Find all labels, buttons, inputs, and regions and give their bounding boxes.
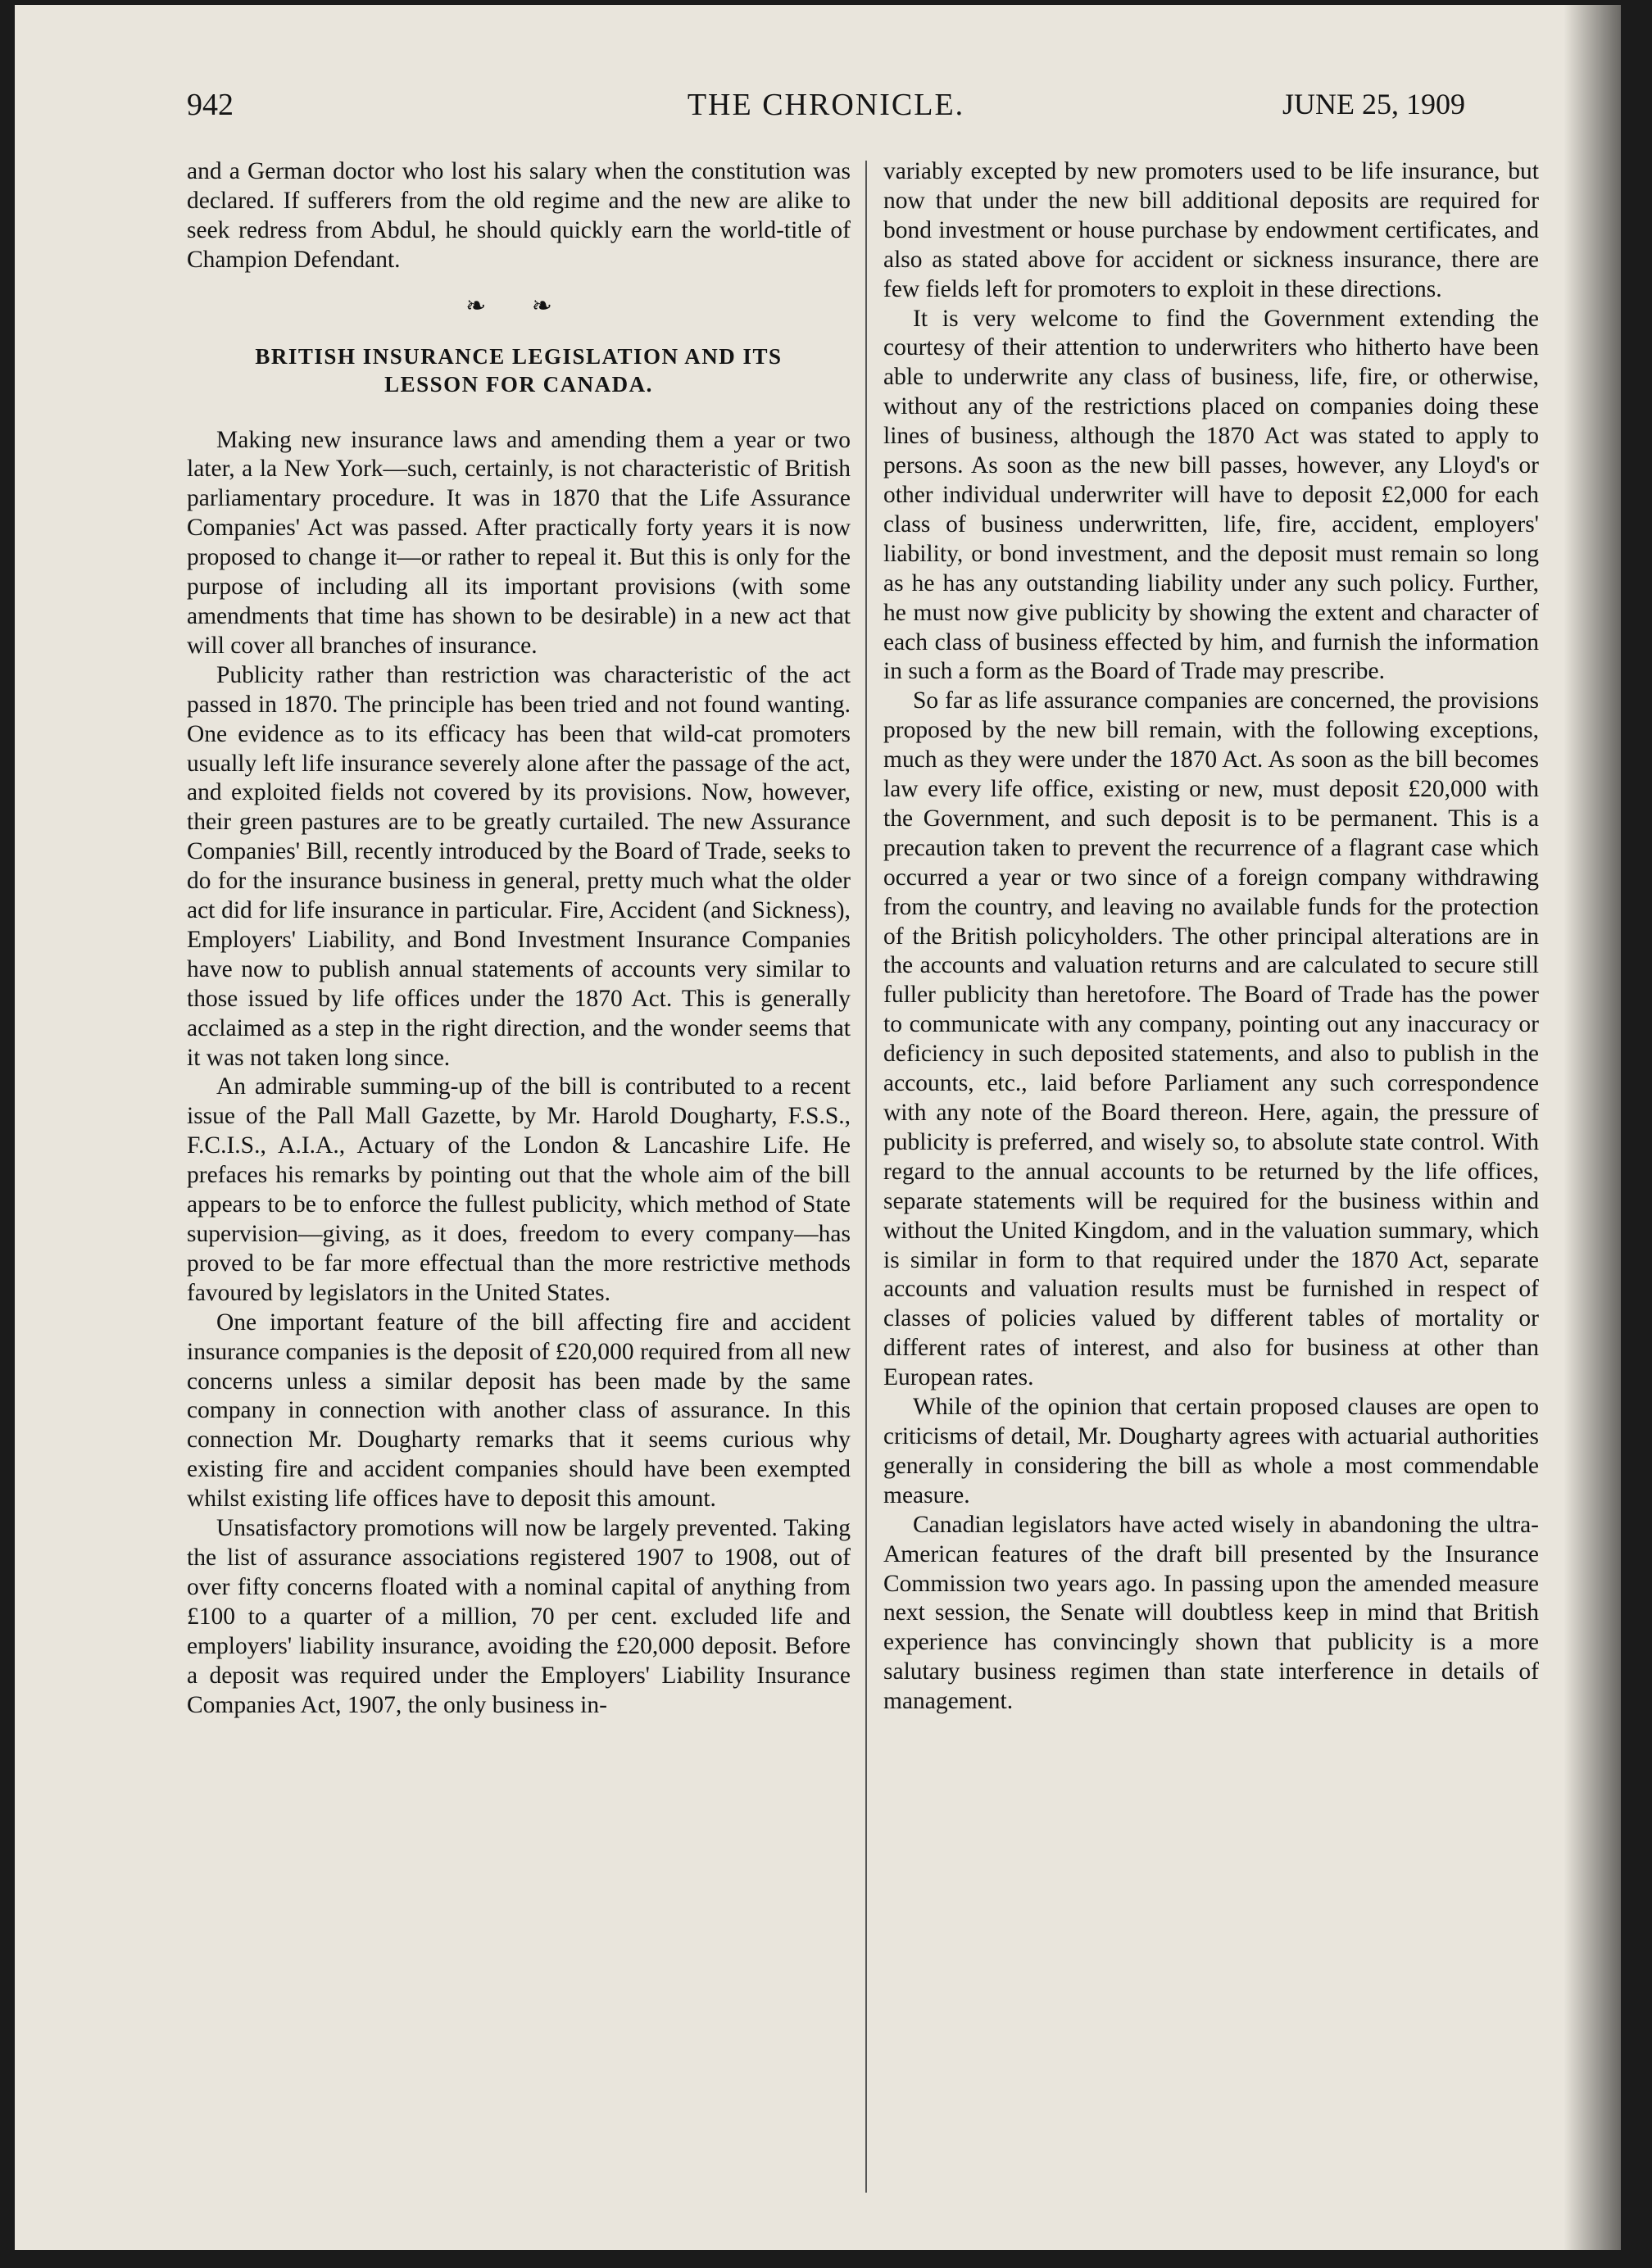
- article-paragraph: An admirable summing-up of the bill is contributed to a recent issue of the Pall Mall Gazette, by Mr. Harold Dougharty, F.S.S., F.C.I.S., A.I.A., Actuary of the London & Lancashire Life. He prefaces his remarks by pointing out that the whole aim of the bill appears to be to enforce the fullest publicity, which method of State supervision—giving, as it does, freedom to every company—has proved to be far more effectual than the more restrictive methods favoured by legislators in the United States.: [187, 1073, 851, 1306]
- article-paragraph: Making new insurance laws and amending them a year or two later, a la New York—such, certainly, is not characteristic of British parliamentary procedure. It was in 1870 that the Life Assurance Companies' Act was passed. After practically forty years it is now proposed to change it—or rather to repeal it. But this is only for the purpose of including all its important provisions (with some amendments that time has shown to be desirable) in a new act that will cover all branches of insurance.: [187, 426, 851, 659]
- article-paragraph: So far as life assurance companies are concerned, the provisions proposed by the new bill remain, with the following exceptions, much as they were under the 1870 Act. As soon as the bill becomes law every life office, existing or new, must deposit £20,000 with the Government, and such deposit is to be permanent. This is a precaution taken to prevent the recurrence of a flagrant case which occurred a year or two since of a foreign company withdrawing from the country, and leaving no available funds for the protection of the British policyholders. The other principal alterations are in the accounts and valuation returns and are calculated to secure still fuller publicity than heretofore. The Board of Trade has the power to communicate with any company, pointing out any inaccuracy or deficiency in such deposited statements, and also to publish in the accounts, etc., laid before Parliament any such correspondence with any note of the Board thereon. Here, again, the pressure of publicity is preferred, and wisely so, to absolute state control. With regard to the annual accounts to be returned by the life offices, separate statements will be required for the business within and without the United Kingdom, and in the valuation summary, which is similar in form to that required under the 1870 Act, separate accounts and valuation results must be furnished in respect of classes of policies valued by different tables of mortality or different rates of interest, and also for business at other than European rates.: [883, 687, 1539, 1391]
- article-paragraph: Unsatisfactory promotions will now be largely prevented. Taking the list of assurance associations registered 1907 to 1908, out of over fifty concerns floated with a nominal capital of anything from £100 to a quarter of a million, 70 per cent. excluded life and employers' liability insurance, avoiding the £20,000 deposit. Before a deposit was required under the Employers' Liability Insurance Companies Act, 1907, the only business in-: [187, 1515, 851, 1718]
- page-edge-shadow: [1564, 5, 1621, 2250]
- article-title: [203, 342, 834, 398]
- article-title-line: BRITISH INSURANCE LEGISLATION AND ITS: [255, 343, 783, 369]
- issue-date: JUNE 25, 1909: [1282, 88, 1465, 120]
- continued-paragraph: and a German doctor who lost his salary when the constitution was declared. If sufferers from the old regime and the new are alike to seek redress from Abdul, he should quickly earn the world-title of Champion Defendant.: [187, 158, 851, 273]
- article-paragraph: Canadian legislators have acted wisely in abandoning the ultra-American features of the draft bill presented by the Insurance Commission two years ago. In passing upon the amended measure next session, the Senate will doubtless keep in mind that British experience has convincingly shown that publicity is a more salutary business regimen than state interference in details of management.: [883, 1511, 1539, 1715]
- masthead-title: THE CHRONICLE.: [687, 88, 965, 122]
- continued-paragraph: variably excepted by new promoters used to be life insurance, but now that under the new bill additional deposits are required for bond investment or house purchase by endowment certificates, and also as stated above for accident or sickness insurance, there are few fields left for promoters to exploit in these directions.: [883, 158, 1539, 302]
- page-header: [187, 87, 1465, 136]
- left-column: [187, 157, 851, 2198]
- section-ornament: ❧ ❧: [465, 292, 572, 320]
- article-title-line: LESSON FOR CANADA.: [384, 371, 653, 397]
- page-number: 942: [187, 88, 234, 122]
- newspaper-page: [15, 5, 1621, 2250]
- article-paragraph: While of the opinion that certain proposed clauses are open to criticisms of detail, Mr. Dougharty agrees with actuarial authorities generally in considering the bill as whole a most commendable measure.: [883, 1394, 1539, 1508]
- article-paragraph: It is very welcome to find the Government extending the courtesy of their attention to underwriters who hitherto have been able to underwrite any class of business, life, fire, or otherwise, without any of the restrictions placed on companies doing these lines of business, although the 1870 Act was stated to apply to persons. As soon as the new bill passes, however, any Lloyd's or other individual underwriter will have to deposit £2,000 for each class of business underwritten, life, fire, accident, employers' liability, or bond investment, and the deposit must remain so long as he has any outstanding liability under any such policy. Further, he must now give publicity by showing the extent and character of each class of business effected by him, and furnish the information in such a form as the Board of Trade may prescribe.: [883, 305, 1539, 685]
- article-paragraph: One important feature of the bill affecting fire and accident insurance companies is the deposit of £20,000 required from all new concerns unless a similar deposit has been made by the same company in connection with another class of assurance. In this connection Mr. Dougharty remarks that it seems curious why existing fire and accident companies should have been exempted whilst existing life offices have to deposit this amount.: [187, 1309, 851, 1513]
- column-divider: [865, 161, 867, 2193]
- article-paragraph: Publicity rather than restriction was characteristic of the act passed in 1870. The principle has been tried and not found wanting. One evidence as to its efficacy has been that wild-cat promoters usually left life insurance severely alone after the passage of the act, and exploited fields not covered by its provisions. Now, however, their green pastures are to be greatly curtailed. The new Assurance Companies' Bill, recently introduced by the Board of Trade, seeks to do for the insurance business in general, pretty much what the older act did for life insurance in particular. Fire, Accident (and Sickness), Employers' Liability, and Bond Investment Insurance Companies have now to publish annual statements of accounts very similar to those issued by life offices under the 1870 Act. This is generally acclaimed as a step in the right direction, and the wonder seems that it was not taken long since.: [187, 661, 851, 1071]
- right-column: [883, 157, 1539, 2198]
